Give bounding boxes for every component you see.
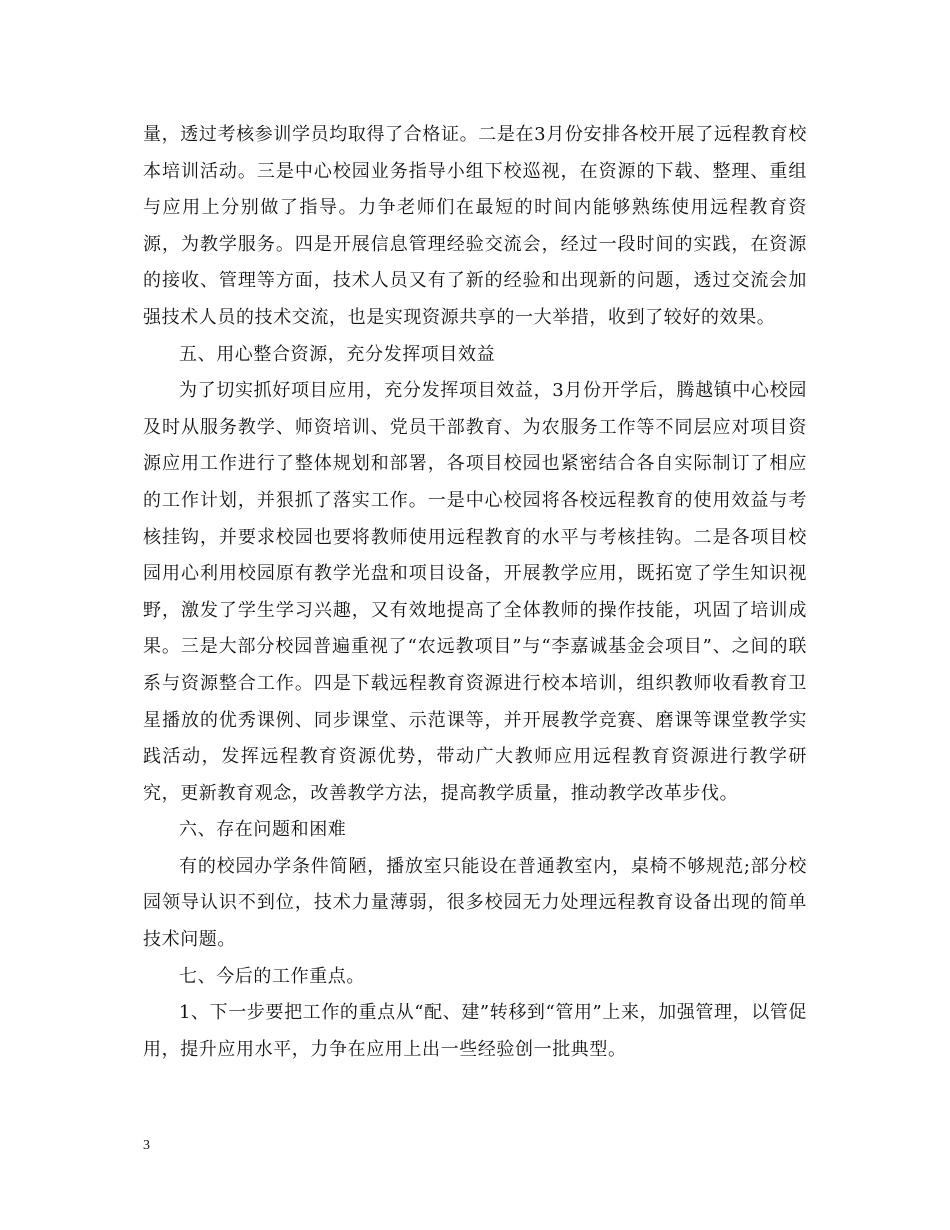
paragraph-continued-training: 量，透过考核参训学员均取得了合格证。二是在3月份安排各校开展了远程教育校本培训活动。三是中心校园业务指导小组下校巡视，在资源的下载、整理、重组与应用上分别做了指导。力争老师们在最短的时间内能够熟练使用远程教育资源，为教学服务。四是开展信息管理经验交流会，经过一段时间的实践，在资源的接收、管理等方面，技术人员又有了新的经验和出现新的问题，透过交流会加强技术人员的技术交流，也是实现资源共享的一大举措，收到了较好的效果。	[143, 124, 807, 328]
section-heading-five: 五、用心整合资源，充分发挥项目效益	[179, 343, 496, 365]
section-heading-seven: 七、今后的工作重点。	[179, 965, 365, 987]
page-number: 3	[143, 1138, 150, 1153]
paragraph-resource-integration: 为了切实抓好项目应用，充分发挥项目效益，3月份开学后，腾越镇中心校园及时从服务教学、师资培训、党员干部教育、为农服务工作等不同层应对项目资源应用工作进行了整体规划和部署，各项目校园也紧密结合各自实际制订了相应的工作计划，并狠抓了落实工作。一是中心校园将各校远程教育的使用效益与考核挂钩，并要求校园也要将教师使用远程教育的水平与考核挂钩。二是各项目校园用心利用校园原有教学光盘和项目设备，开展教学应用，既拓宽了学生知识视野，激发了学生学习兴趣，又有效地提高了全体教师的操作技能，巩固了培训成果。三是大部分校园普遍重视了“农远教项目”与“李嘉诚基金会项目”、之间的联系与资源整合工作。四是下载远程教育资源进行校本培训，组织教师收看教育卫星播放的优秀课例、同步课堂、示范课等，并开展教学竞赛、磨课等课堂教学实践活动，发挥远程教育资源优势，带动广大教师应用远程教育资源进行教学研究，更新教育观念，改善教学方法，提高教学质量，推动教学改革步伐。	[143, 380, 807, 804]
paragraph-future-focus-1: 1、下一步要把工作的重点从“配、建”转移到“管用”上来，加强管理，以管促用，提升应用水平，力争在应用上出一些经验创一批典型。	[143, 1002, 807, 1060]
paragraph-problems: 有的校园办学条件简陋，播放室只能设在普通教室内，桌椅不够规范;部分校园领导认识不到位，技术力量薄弱，很多校园无力处理远程教育设备出现的简单技术问题。	[143, 855, 807, 951]
page-body	[143, 117, 807, 1068]
section-heading-six: 六、存在问题和困难	[179, 819, 347, 841]
